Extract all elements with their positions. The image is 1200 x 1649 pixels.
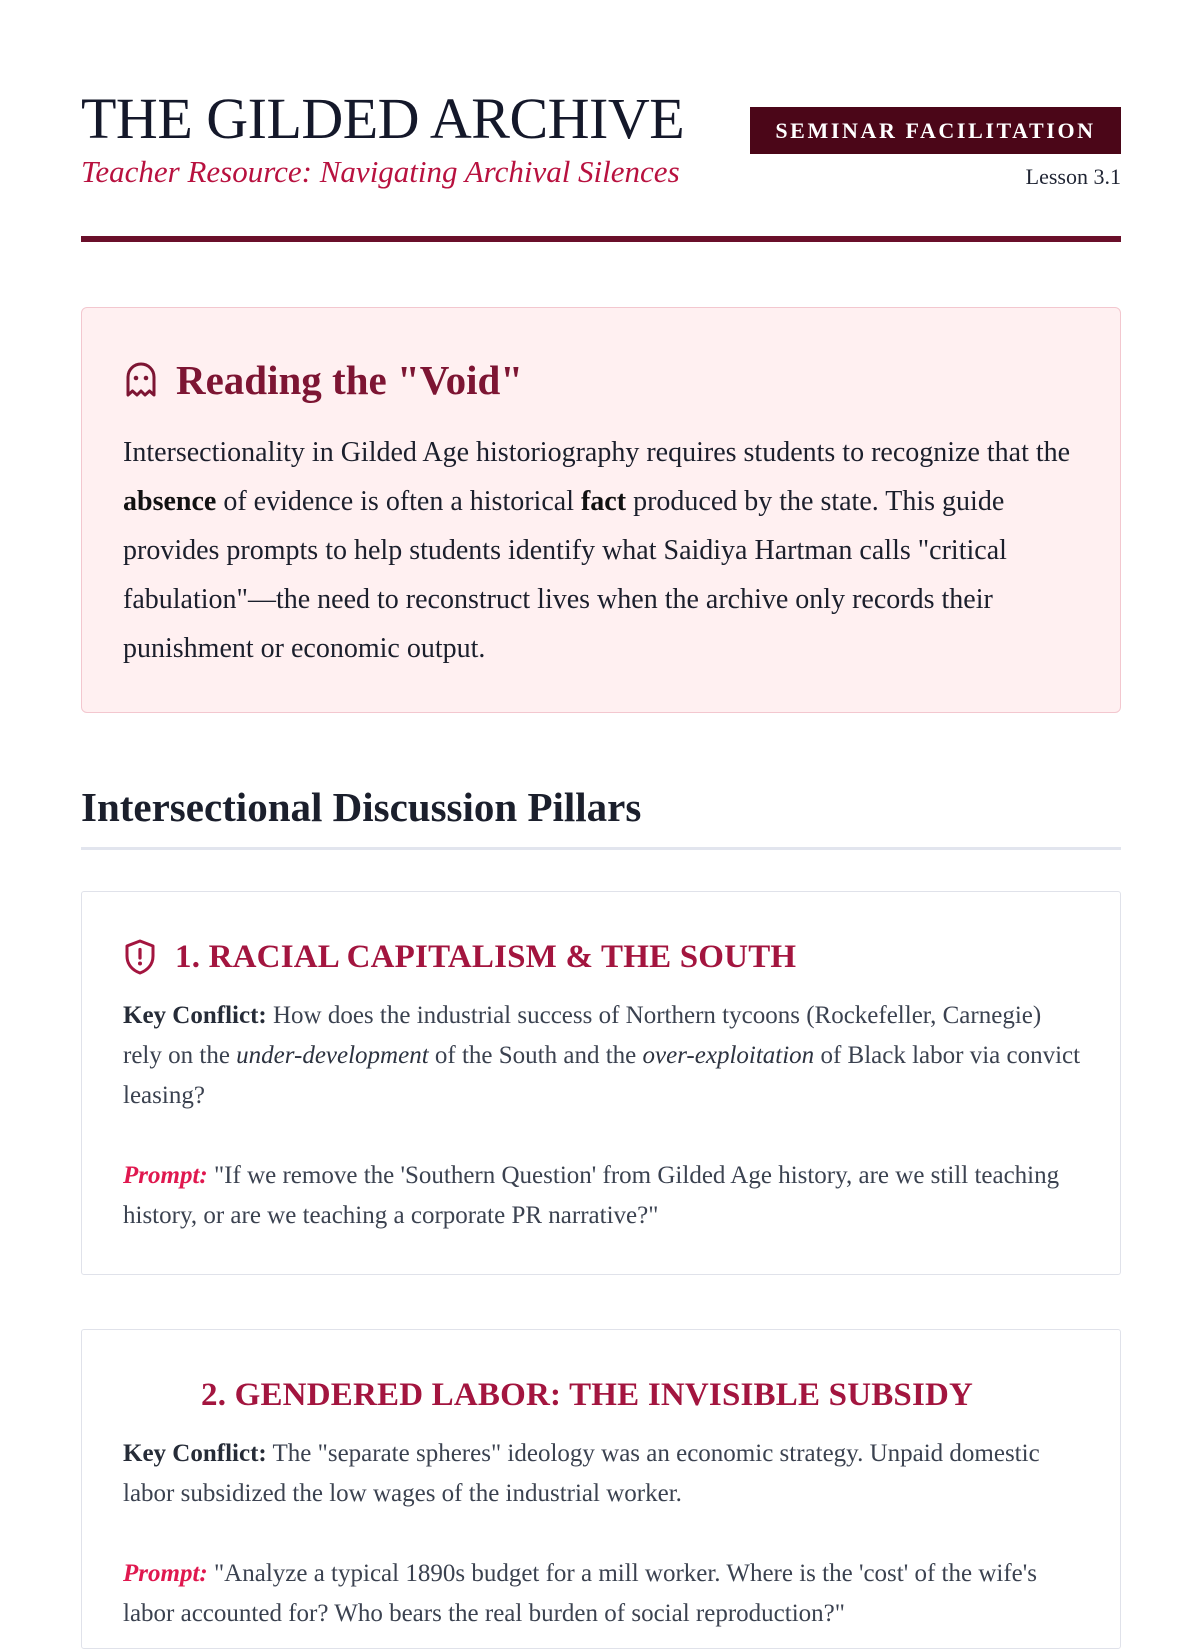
- pillar-body: [123, 996, 1083, 1236]
- intro-heading: [124, 352, 523, 408]
- lesson-number: Lesson 3.1: [1025, 164, 1121, 189]
- key-conflict-text-2: of the South and the: [428, 1042, 643, 1069]
- pillar-card-gendered-labor: [81, 1329, 1121, 1649]
- intro-bold-fact: fact: [580, 486, 627, 517]
- intro-bold-absence: absence: [123, 486, 217, 517]
- section-heading: Intersectional Discussion Pillars: [81, 781, 1121, 850]
- intro-text-1: Intersectionality in Gilded Age historiography requires students to recognize that the: [123, 437, 1071, 468]
- intro-body: [123, 428, 1083, 673]
- intro-callout: [81, 307, 1121, 713]
- prompt-text: "Analyze a typical 1890s budget for a mill worker. Where is the 'cost' of the wife's labor accounted for? Who bears the real burden of social reproduction?": [123, 1560, 1037, 1627]
- key-conflict-text-1: The "separate spheres" ideology was an economic strategy. Unpaid domestic labor subsidized the low wages of the industrial worker.: [123, 1440, 1040, 1507]
- pillar-heading: [123, 932, 796, 982]
- page: [81, 0, 1121, 1627]
- ghost-icon: [124, 361, 158, 399]
- page-subtitle: Teacher Resource: Navigating Archival Silences: [81, 154, 680, 189]
- intro-title: Reading the "Void": [176, 357, 524, 403]
- key-conflict: [123, 1434, 1083, 1514]
- pillar-card-racial-capitalism: [81, 891, 1121, 1275]
- prompt-text: "If we remove the 'Southern Question' from Gilded Age history, are we still teaching history, or are we teaching a corporate PR narrative?": [123, 1162, 1060, 1229]
- key-conflict-em-2: over-exploitation: [642, 1042, 815, 1069]
- pillar-body: [123, 1434, 1083, 1634]
- intro-text-3: produced by the state. This guide provides prompts to help students identify what Saidiya Hartman calls "critical fabulation"—the need to reconstruct lives when the archive only records their punishment or economic output.: [123, 486, 1007, 664]
- pillar-title: 2. GENDERED LABOR: THE INVISIBLE SUBSIDY: [201, 1377, 974, 1413]
- page-title: THE GILDED ARCHIVE: [81, 86, 685, 151]
- intro-text-2: of evidence is often a historical: [216, 486, 581, 517]
- key-conflict-text-3: of Black labor via convict leasing?: [123, 1042, 1081, 1109]
- pillar-heading: [183, 1370, 973, 1420]
- discussion-prompt: [123, 1156, 1083, 1236]
- prompt-label: Prompt:: [123, 1560, 208, 1587]
- seminar-badge: SEMINAR FACILITATION: [750, 107, 1121, 154]
- key-conflict: [123, 996, 1083, 1116]
- pillar-title: 1. RACIAL CAPITALISM & THE SOUTH: [175, 939, 797, 975]
- page-header: [81, 84, 1121, 242]
- discussion-prompt: [123, 1554, 1083, 1634]
- shield-alert-icon: [123, 938, 157, 976]
- key-conflict-text-1: How does the industrial success of Northern tycoons (Rockefeller, Carnegie) rely on the: [123, 1002, 1042, 1069]
- prompt-label: Prompt:: [123, 1162, 208, 1189]
- key-conflict-label: Key Conflict:: [123, 1002, 267, 1029]
- key-conflict-label: Key Conflict:: [123, 1440, 267, 1467]
- key-conflict-em-1: under-development: [236, 1042, 429, 1069]
